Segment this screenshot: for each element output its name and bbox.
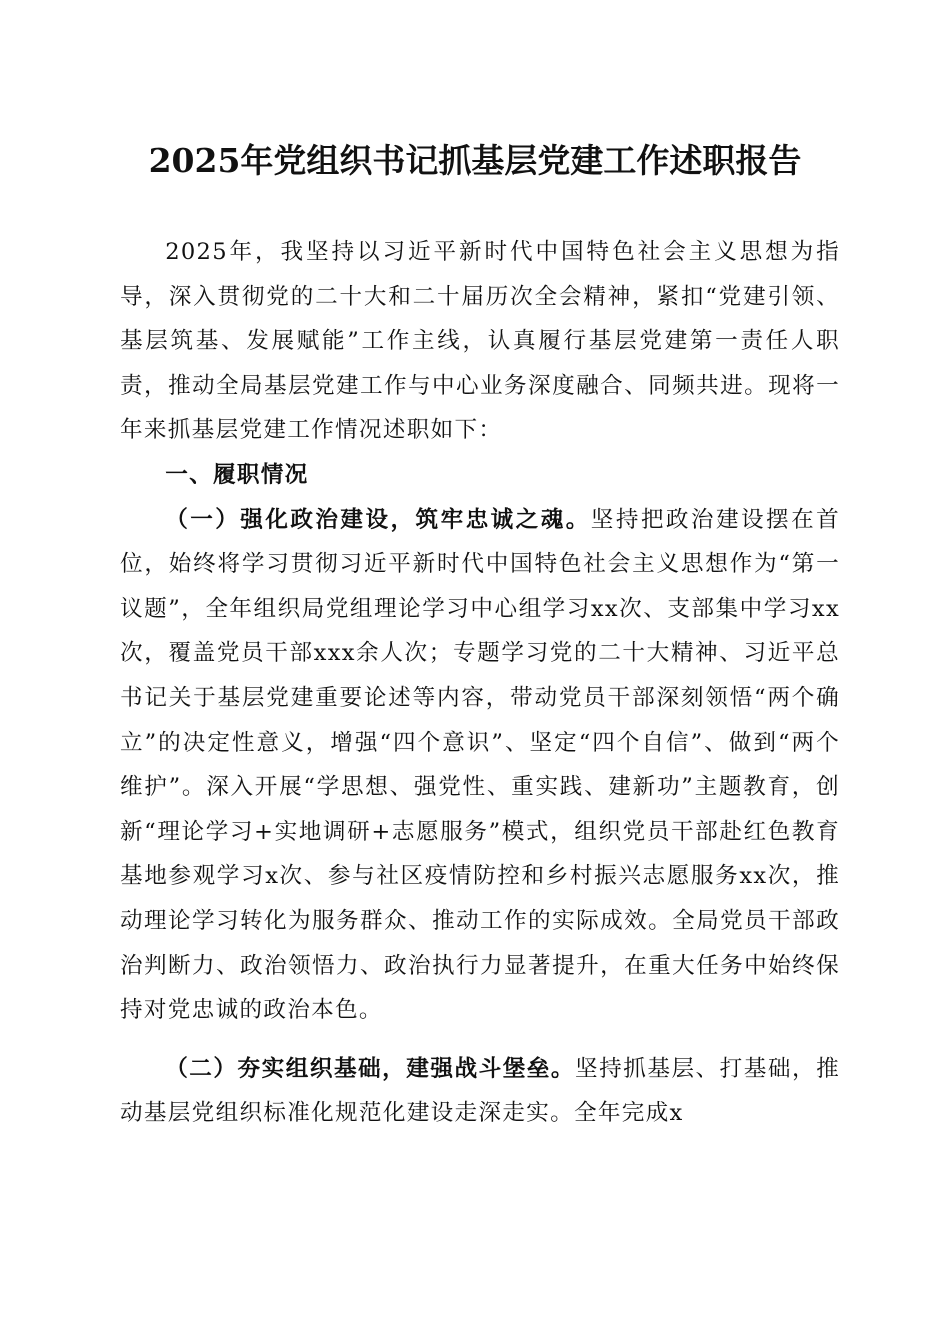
paragraph-lead: （一）强化政治建设，筑牢忠诚之魂。 <box>165 506 591 533</box>
paragraph-lead: （二）夯实组织基础，建强战斗堡垒。 <box>165 1055 576 1082</box>
paragraph-political-building <box>120 498 840 1033</box>
paragraph-text: 坚持抓基层、打基础，推动基层党组织标准化规范化建设走深走实。全年完成x <box>120 1055 840 1127</box>
document-title: 2025年党组织书记抓基层党建工作述职报告 <box>148 141 802 180</box>
section-heading-duties: 一、履职情况 <box>165 461 309 488</box>
paragraph-organization-foundation <box>120 1047 840 1136</box>
document-body <box>120 230 840 1136</box>
paragraph-text: 坚持把政治建设摆在首位，始终将学习贯彻习近平新时代中国特色社会主义思想作为“第一议题”，全年组织局党组理论学习中心组学习xx次、支部集中学习xx次，覆盖党员干部xxx余人次；专题学习党的二十大精神、习近平总书记关于基层党建重要论述等内容，带动党员干部深刻领悟“两个确立”的决定性意义，增强“四个意识”、坚定“四个自信”、做到“两个维护”。深入开展“学思想、强党性、重实践、建新功”主题教育，创新“理论学习+实地调研+志愿服务”模式，组织党员干部赴红色教育基地参观学习x次、参与社区疫情防控和乡村振兴志愿服务xx次，推动理论学习转化为服务群众、推动工作的实际成效。全局党员干部政治判断力、政治领悟力、政治执行力显著提升，在重大任务中始终保持对党忠诚的政治本色。 <box>120 506 841 1024</box>
intro-paragraph: 2025年，我坚持以习近平新时代中国特色社会主义思想为指导，深入贯彻党的二十大和二十届历次全会精神，紧扣“党建引领、基层筑基、发展赋能”工作主线，认真履行基层党建第一责任人职责，推动全局基层党建工作与中心业务深度融合、同频共进。现将一年来抓基层党建工作情况述职如下： <box>120 239 840 444</box>
